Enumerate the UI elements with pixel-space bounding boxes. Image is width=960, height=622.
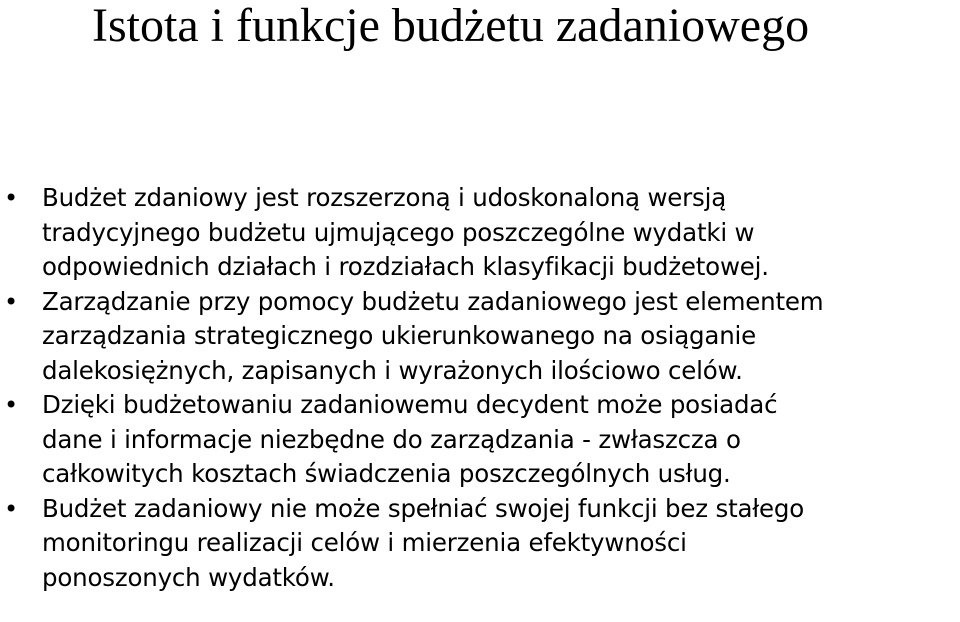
bullet-line: Budżet zadaniowy nie może spełniać swojej funkcji bez stałego <box>42 493 805 523</box>
bullet-icon: • <box>4 287 18 316</box>
bullet-item-3 <box>0 388 960 492</box>
bullet-line: Zarządzanie przy pomocy budżetu zadaniowego jest elementem <box>42 286 824 316</box>
bullet-line: odpowiednich działach i rozdziałach klasyfikacji budżetowej. <box>42 252 769 281</box>
slide-title: Istota i funkcje budżetu zadaniowego <box>92 0 810 52</box>
bullet-line: całkowitych kosztach świadczenia poszczególnych usług. <box>42 459 731 488</box>
bullet-line: dalekosiężnych, zapisanych i wyrażonych ilościowo celów. <box>42 355 743 385</box>
bullet-icon: • <box>4 184 18 212</box>
bullet-icon: • <box>4 494 18 523</box>
bullet-icon: • <box>4 391 18 419</box>
bullet-line: Dzięki budżetowaniu zadaniowemu decydent może posiadać <box>42 390 778 419</box>
bullet-line: monitoringu realizacji celów i mierzenia efektywności <box>42 528 687 557</box>
bullet-line: zarządzania strategicznego ukierunkowanego na osiąganie <box>42 321 757 350</box>
bullet-line: Budżet zdaniowy jest rozszerzoną i udoskonaloną wersją <box>42 183 727 212</box>
bullet-line: ponoszonych wydatków. <box>42 562 335 592</box>
bullet-list <box>0 181 960 595</box>
bullet-item-4 <box>0 492 960 596</box>
bullet-item-2 <box>0 285 960 389</box>
bullet-item-1 <box>0 181 960 285</box>
bullet-line: tradycyjnego budżetu ujmującego poszczególne wydatki w <box>42 217 755 247</box>
bullet-line: dane i informacje niezbędne do zarządzania - zwłaszcza o <box>42 424 741 454</box>
